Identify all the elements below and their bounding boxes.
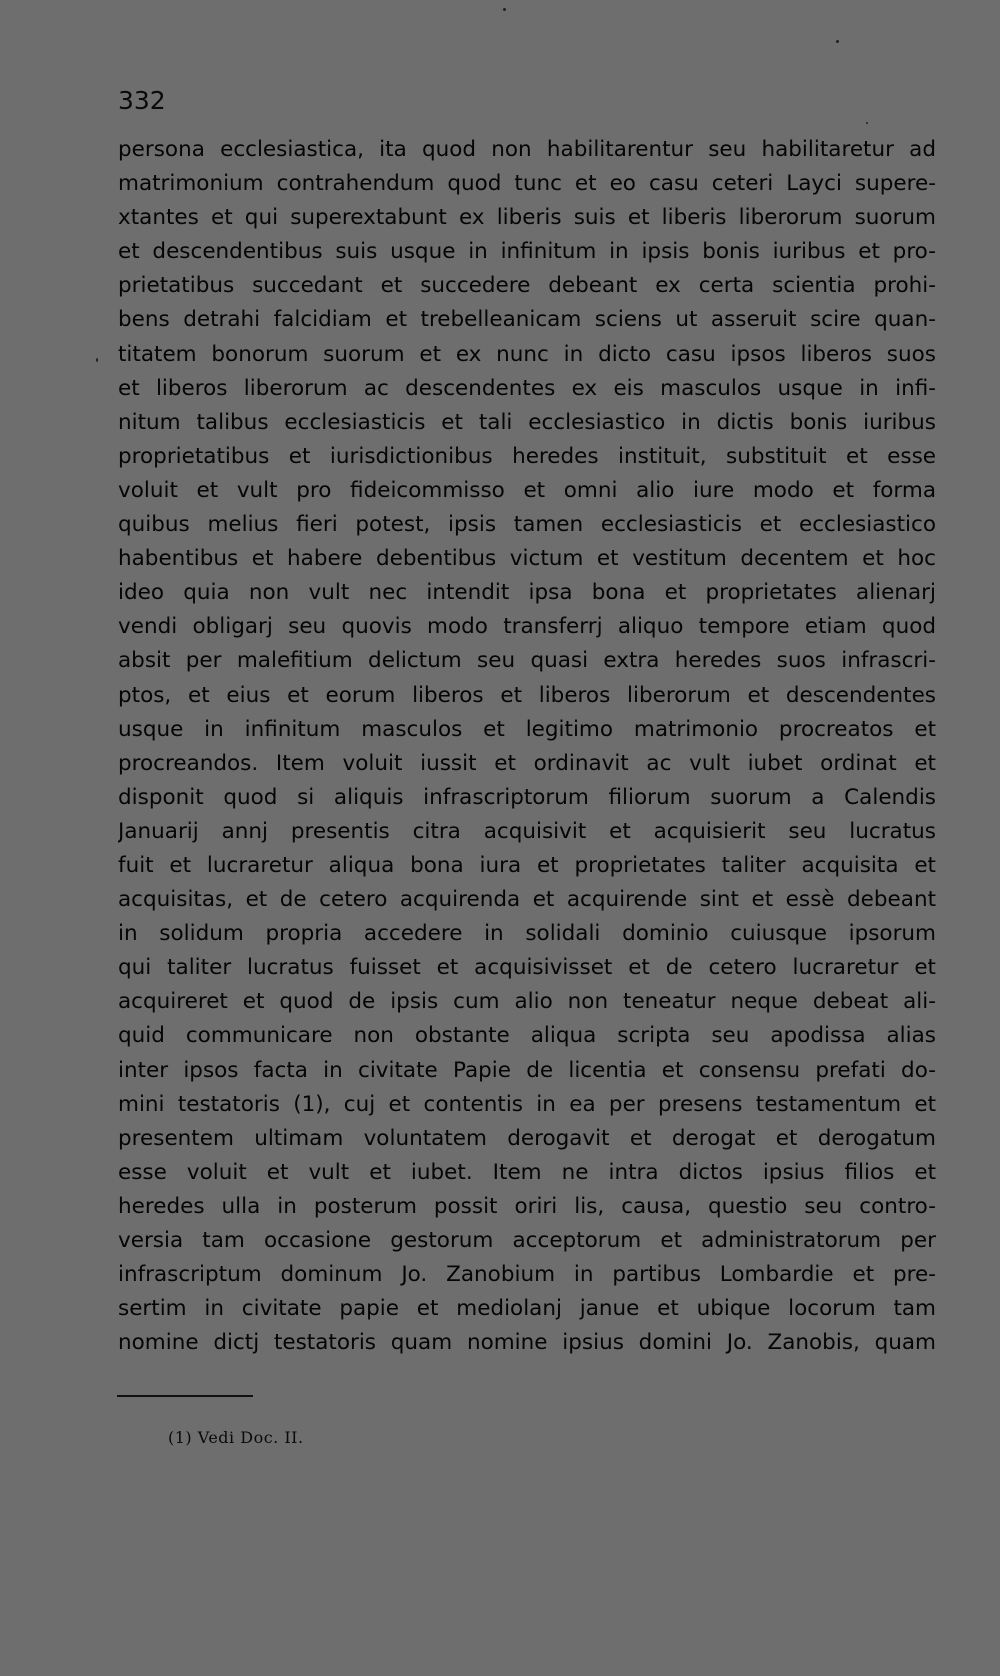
scan-speck — [866, 122, 868, 124]
text-line: quid communicare non obstante aliqua scripta seu apodissa alias — [118, 1023, 936, 1049]
text-line: et liberos liberorum ac descendentes ex eis masculos usque in infi- — [118, 375, 936, 401]
body-text — [118, 133, 936, 1360]
text-line: et descendentibus suis usque in infinitum in ipsis bonis iuribus et pro- — [118, 239, 936, 265]
text-line: mini testatoris (1), cuj et contentis in ea per presens testamentum et — [118, 1091, 936, 1117]
text-line: matrimonium contrahendum quod tunc et eo casu ceteri Layci supere- — [118, 171, 936, 197]
text-line: voluit et vult pro fideicommisso et omni alio iure modo et forma — [118, 477, 936, 503]
text-line: vendi obligarj seu quovis modo transferrj aliquo tempore etiam quod — [118, 614, 936, 640]
scan-speck — [503, 8, 506, 11]
scan-speck — [96, 358, 98, 362]
text-line: nitum talibus ecclesiasticis et tali ecclesiastico in dictis bonis iuribus — [118, 409, 936, 435]
text-line: acquisitas, et de cetero acquirenda et acquirende sint et essè debeant — [118, 887, 936, 913]
text-line: persona ecclesiastica, ita quod non habilitarentur seu habilitaretur ad — [118, 137, 936, 162]
text-line: prietatibus succedant et succedere debeant ex certa scientia prohi- — [118, 273, 936, 299]
text-line: sertim in civitate papie et mediolanj janue et ubique locorum tam — [118, 1296, 936, 1322]
text-line: heredes ulla in posterum possit oriri lis, causa, questio seu contro- — [118, 1193, 936, 1219]
text-line: Januarij annj presentis citra acquisivit et acquisierit seu lucratus — [118, 818, 936, 844]
text-line: bens detrahi falcidiam et trebelleanicam sciens ut asseruit scire quan- — [118, 307, 936, 333]
text-line: ptos, et eius et eorum liberos et liberos liberorum et descendentes — [118, 682, 936, 708]
text-line: xtantes et qui superextabunt ex liberis suis et liberis liberorum suorum — [118, 205, 936, 231]
text-line: infrascriptum dominum Jo. Zanobium in partibus Lombardie et pre- — [118, 1262, 936, 1288]
text-line: esse voluit et vult et iubet. Item ne intra dictos ipsius filios et — [118, 1159, 936, 1185]
text-line: nomine dictj testatoris quam nomine ipsius domini Jo. Zanobis, quam — [118, 1330, 936, 1356]
text-line: usque in infinitum masculos et legitimo matrimonio procreatos et — [118, 716, 936, 742]
text-line: proprietatibus et iurisdictionibus heredes instituit, substituit et esse — [118, 443, 936, 469]
text-line: titatem bonorum suorum et ex nunc in dicto casu ipsos liberos suos — [118, 341, 936, 367]
text-line: qui taliter lucratus fuisset et acquisivisset et de cetero lucraretur et — [118, 955, 936, 981]
text-line: versia tam occasione gestorum acceptorum et administratorum per — [118, 1228, 936, 1253]
text-line: quibus melius fieri potest, ipsis tamen ecclesiasticis et ecclesiastico — [118, 512, 936, 538]
text-line: habentibus et habere debentibus victum et vestitum decentem et hoc — [118, 546, 936, 572]
page-number: 332 — [118, 86, 166, 115]
text-line: in solidum propria accedere in solidali dominio cuiusque ipsorum — [118, 921, 936, 947]
text-line: presentem ultimam voluntatem derogavit et derogat et derogatum — [118, 1125, 936, 1151]
footnote: (1) Vedi Doc. II. — [168, 1428, 304, 1447]
text-line: disponit quod si aliquis infrascriptorum filiorum suorum a Calendis — [118, 784, 936, 810]
scan-speck — [836, 40, 839, 43]
footnote-divider — [117, 1395, 253, 1397]
text-line: absit per malefitium delictum seu quasi extra heredes suos infrascri- — [118, 648, 936, 674]
text-line: inter ipsos facta in civitate Papie de licentia et consensu prefati do- — [118, 1057, 936, 1083]
text-line: procreandos. Item voluit iussit et ordinavit ac vult iubet ordinat et — [118, 750, 936, 776]
text-line: ideo quia non vult nec intendit ipsa bona et proprietates alienarj — [118, 580, 936, 606]
text-line: acquireret et quod de ipsis cum alio non teneatur neque debeat ali- — [118, 989, 936, 1015]
text-line: fuit et lucraretur aliqua bona iura et proprietates taliter acquisita et — [118, 852, 936, 878]
